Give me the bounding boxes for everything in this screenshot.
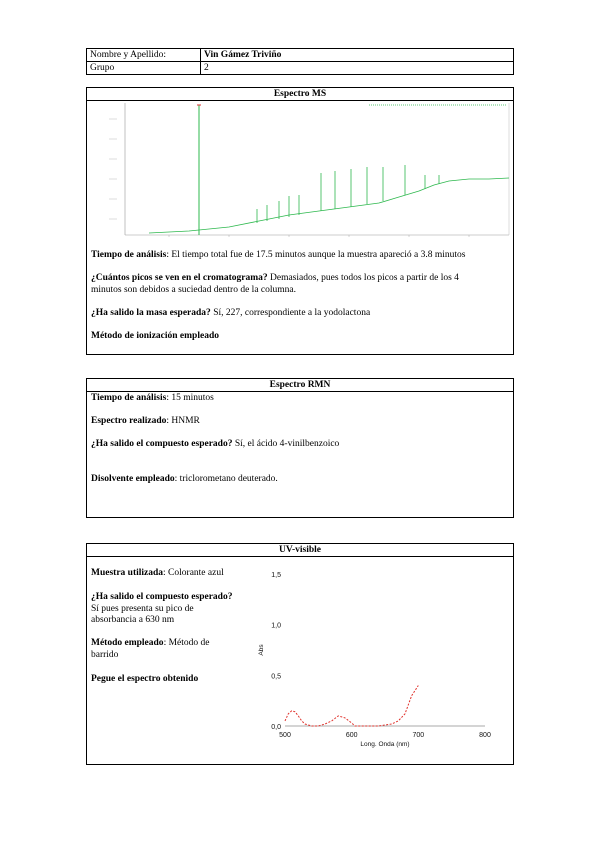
ms-title: Espectro MS xyxy=(87,88,513,101)
group-label: Grupo xyxy=(87,62,201,75)
ms-picos: ¿Cuántos picos se ven en el cromatograma? Demasiados, pues todos los picos a partir de los 4 xyxy=(91,273,459,283)
name-value[interactable]: Vin Gámez Triviño xyxy=(201,49,514,62)
info-table xyxy=(86,48,514,75)
rmn-espectro: Espectro realizado: HNMR xyxy=(91,416,200,426)
x-tick-label: 700 xyxy=(412,732,425,739)
uv-title: UV-visible xyxy=(87,544,513,557)
uv-metodo-cont: barrido xyxy=(91,650,119,660)
rmn-title: Espectro RMN xyxy=(87,379,513,392)
series-line xyxy=(285,686,418,727)
ms-spectrum-image xyxy=(89,101,511,237)
ms-picos-cont: minutos son debidos a suciedad dentro de la columna. xyxy=(91,285,296,295)
ms-section xyxy=(86,87,514,355)
y-tick-label: 0,5 xyxy=(271,673,281,681)
x-axis-label: Long. Onda (nm) xyxy=(360,741,410,748)
ms-masa: ¿Ha salido la masa esperada? Sí, 227, correspondiente a la yodolactona xyxy=(91,308,371,318)
x-tick-label: 600 xyxy=(345,732,358,739)
uv-muestra: Muestra utilizada: Colorante azul xyxy=(91,568,224,578)
y-tick-label: 0,0 xyxy=(271,724,281,731)
x-tick-label: 500 xyxy=(279,732,291,739)
uv-pegue: Pegue el espectro obtenido xyxy=(91,674,199,684)
uv-chart xyxy=(247,566,497,764)
y-tick-label: 1,0 xyxy=(271,622,281,630)
uv-section xyxy=(86,543,514,765)
rmn-section xyxy=(86,378,514,518)
y-tick-label: 1,5 xyxy=(271,572,281,579)
rmn-tiempo: Tiempo de análisis: 15 minutos xyxy=(91,393,214,403)
ms-tiempo: Tiempo de análisis: El tiempo total fue de 17.5 minutos aunque la muestra apareció a 3.8 minutos xyxy=(91,250,466,260)
name-label: Nombre y Apellido: xyxy=(87,49,201,62)
rmn-disolvente: Disolvente empleado: triclorometano deuterado. xyxy=(91,474,278,484)
rmn-compuesto: ¿Ha salido el compuesto esperado? Sí, el ácido 4-vinilbenzoico xyxy=(91,439,340,449)
uv-compuesto-text-1: Sí pues presenta su pico de xyxy=(91,604,194,614)
x-tick-label: 800 xyxy=(479,732,491,739)
uv-compuesto-text-2: absorbancia a 630 nm xyxy=(91,615,175,625)
group-value[interactable]: 2 xyxy=(201,62,514,75)
ms-metodo: Método de ionización empleado xyxy=(91,331,219,341)
y-axis-label: Abs xyxy=(258,644,265,656)
uv-compuesto-label: ¿Ha salido el compuesto esperado? xyxy=(91,592,233,602)
uv-metodo: Método empleado: Método de xyxy=(91,638,210,648)
